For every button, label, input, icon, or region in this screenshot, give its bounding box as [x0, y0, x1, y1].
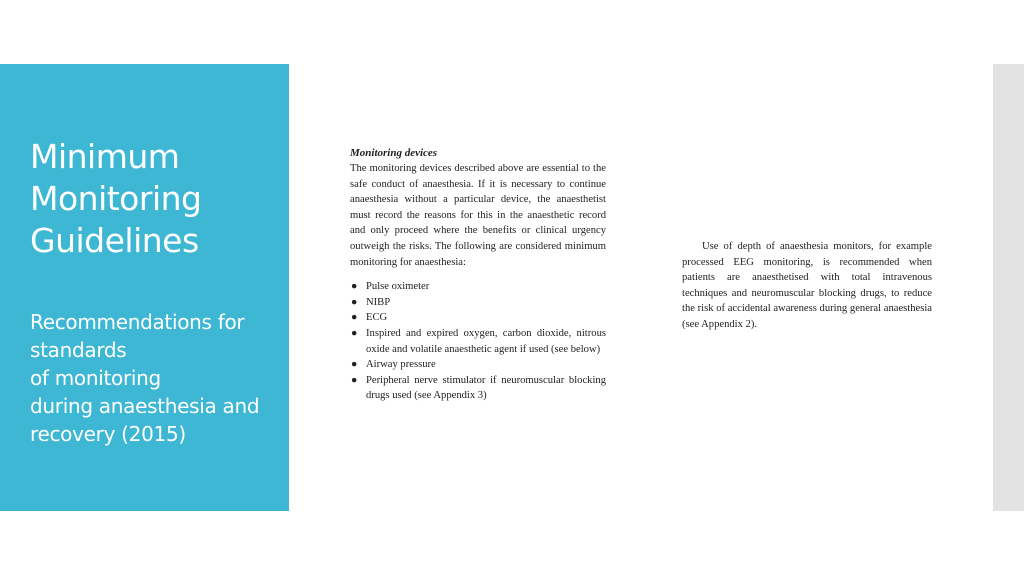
- list-item-text: Airway pressure: [366, 359, 436, 371]
- list-item-text: Inspired and expired oxygen, carbon dioxide, nitrous oxide and volatile anaesthetic agent if used (see below): [366, 327, 606, 355]
- excerpt-heading: Monitoring devices: [350, 147, 438, 159]
- excerpt-paragraph: The monitoring devices described above are essential to the safe conduct of anaesthesia. If it is necessary to continue anaesthesia without a particular device, the anaesthetist must record the reasons for this in the anaesthetic record and only proceed where the benefits or clinical urgency outweigh the risks. The following are considered minimum monitoring for anaesthesia:: [350, 163, 606, 268]
- list-item: [350, 295, 606, 311]
- list-item: [350, 310, 606, 326]
- bullet-icon: ●: [351, 359, 358, 371]
- title-panel: [0, 64, 289, 511]
- bullet-icon: ●: [351, 327, 358, 339]
- bullet-icon: ●: [351, 312, 358, 324]
- list-item-text: NIBP: [366, 296, 391, 308]
- device-list: [350, 279, 606, 404]
- bullet-icon: ●: [351, 281, 358, 293]
- bullet-icon: ●: [351, 296, 358, 308]
- monitoring-devices-excerpt: [350, 145, 606, 404]
- slide-subtitle: Recommendations for standards of monitoring during anaesthesia and recovery (2015): [30, 310, 260, 446]
- list-item: [350, 326, 606, 357]
- excerpt-paragraph: Use of depth of anaesthesia monitors, for example processed EEG monitoring, is recommended when patients are anaesthetised with total intravenous techniques and neuromuscular blocking drugs, to reduce the risk of accidental awareness during general anaesthesia (see Appendix 2).: [682, 241, 932, 330]
- list-item-text: Peripheral nerve stimulator if neuromuscular blocking drugs used (see Appendix 3): [366, 374, 606, 402]
- depth-of-anaesthesia-excerpt: [682, 239, 932, 333]
- bullet-icon: ●: [351, 374, 358, 386]
- list-item: [350, 279, 606, 295]
- list-item-text: Pulse oximeter: [366, 281, 430, 293]
- list-item: [350, 373, 606, 404]
- scrollbar-strip: [993, 64, 1024, 511]
- slide-title: Minimum Monitoring Guidelines: [30, 137, 202, 260]
- list-item: [350, 357, 606, 373]
- list-item-text: ECG: [366, 312, 388, 324]
